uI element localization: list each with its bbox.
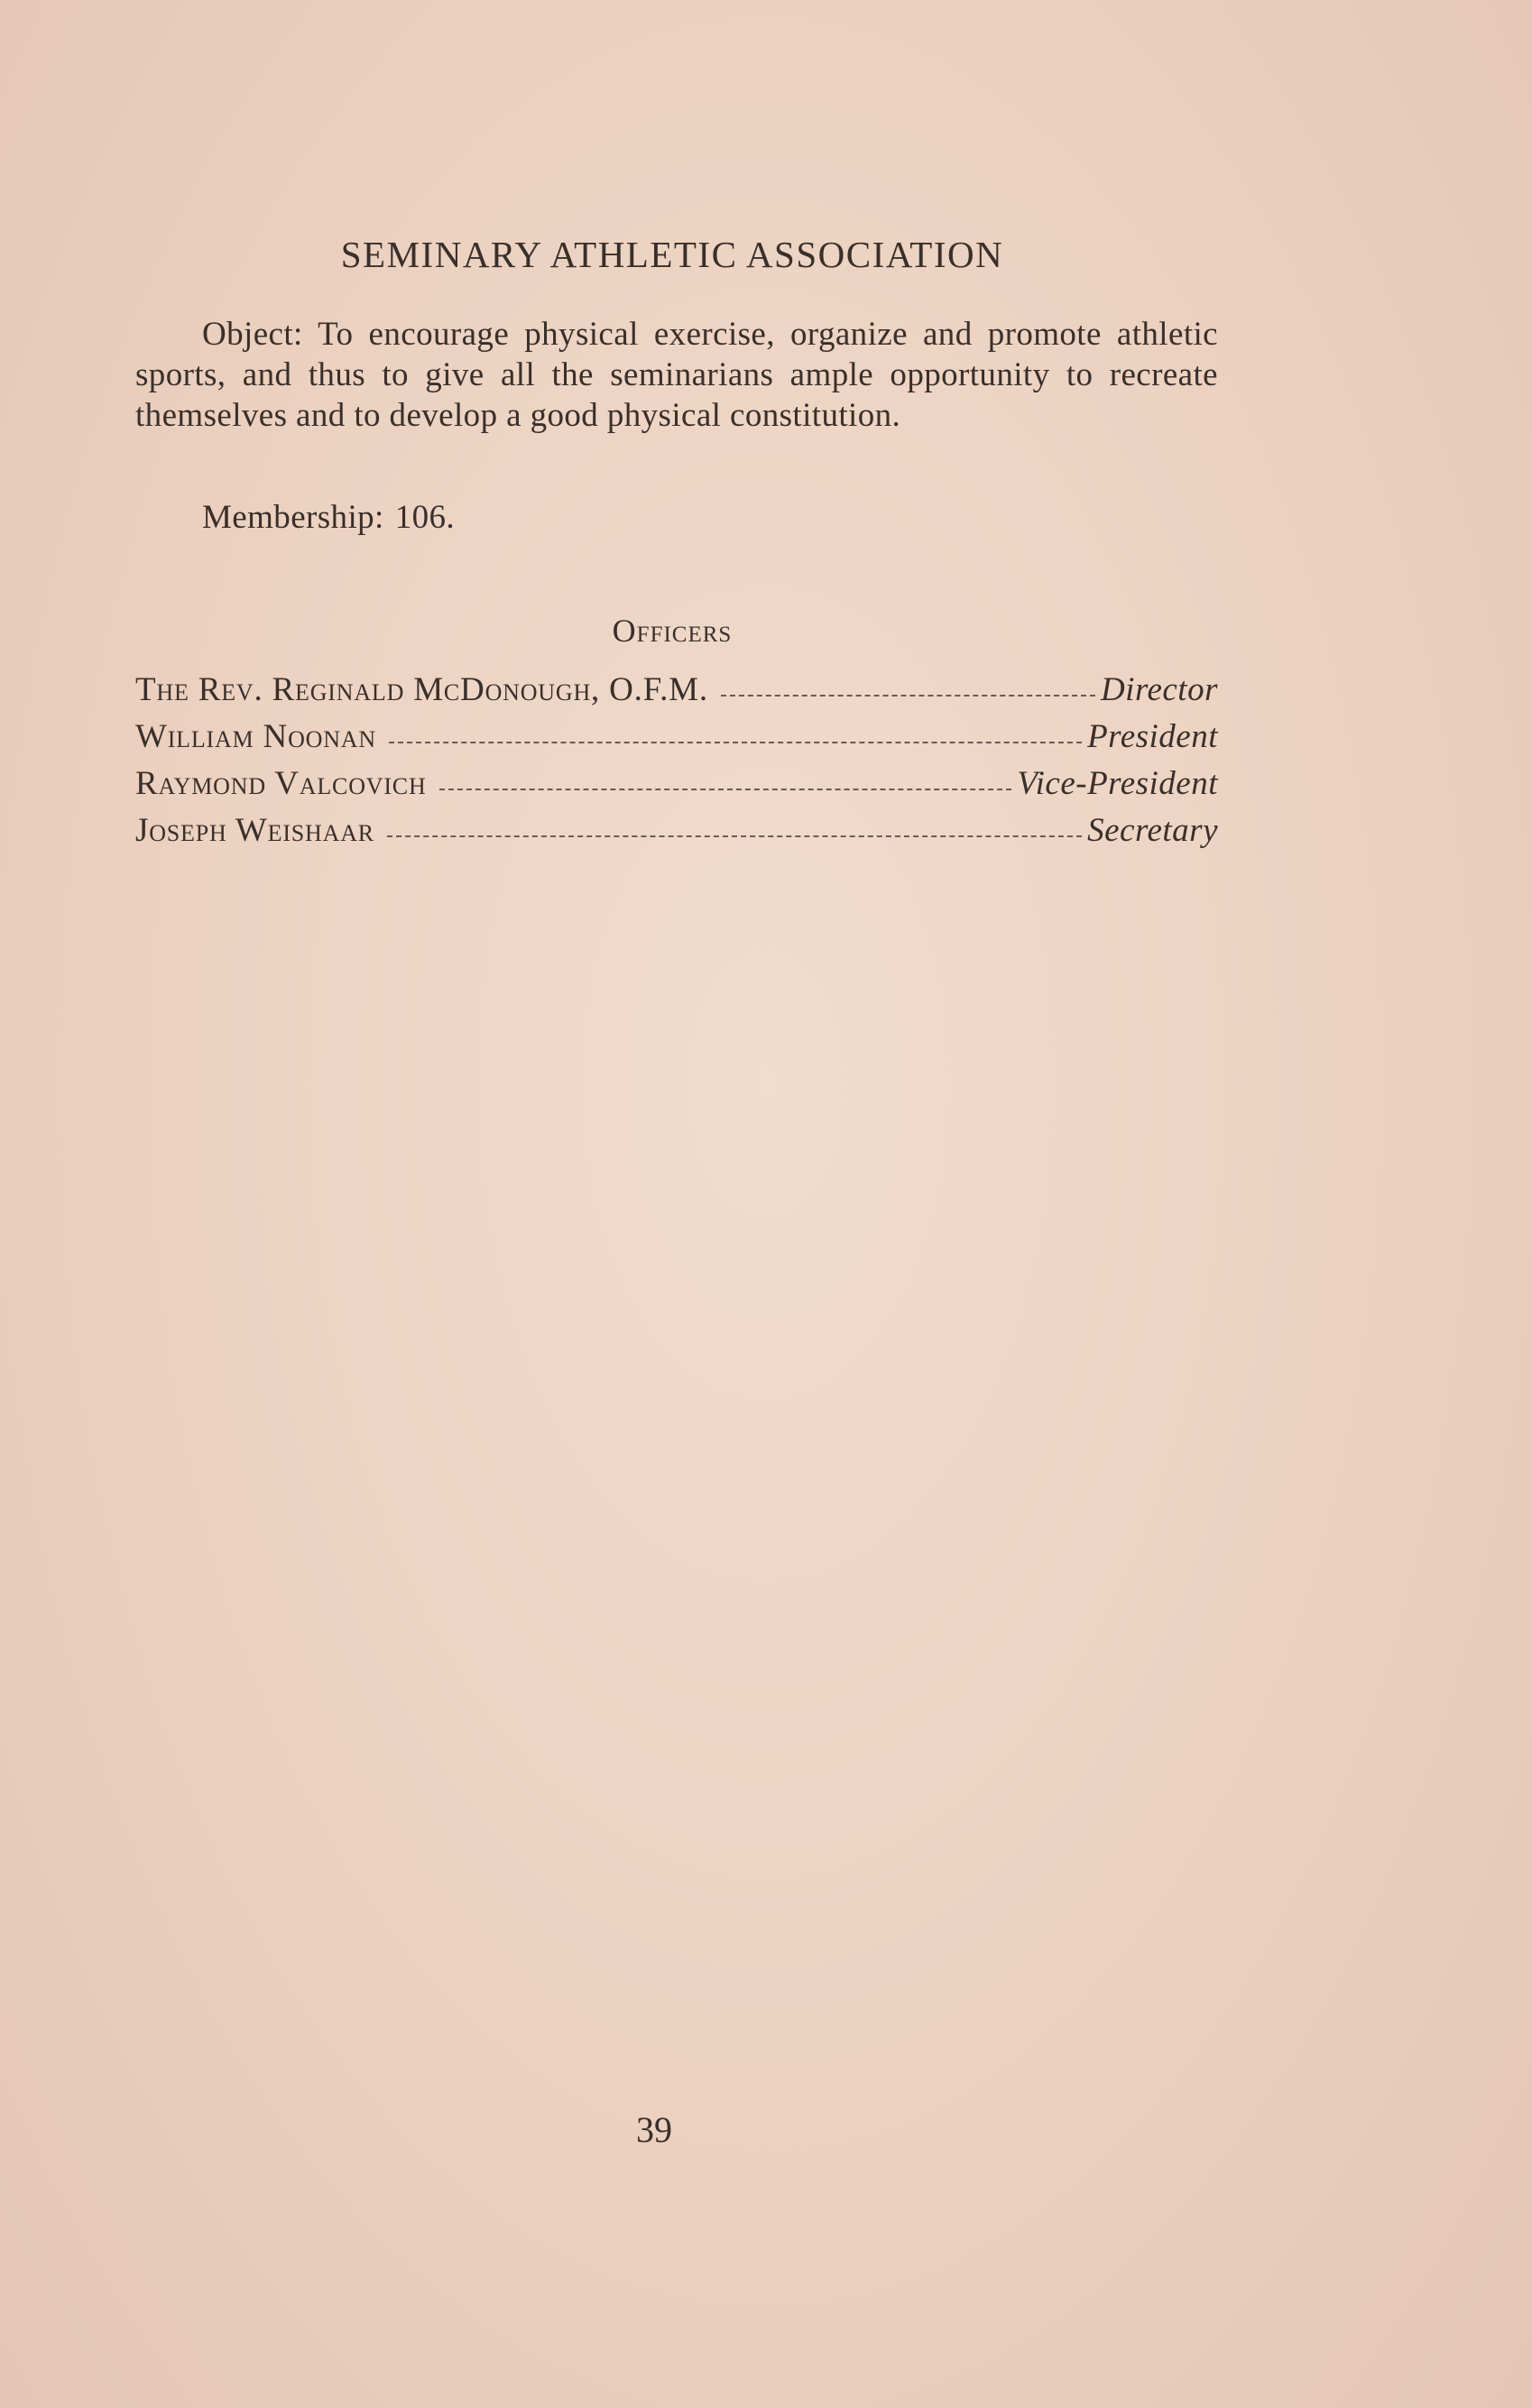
officer-name: Raymond Valcovich bbox=[135, 765, 427, 802]
dot-leader bbox=[439, 789, 1012, 790]
officer-name: William Noonan bbox=[135, 718, 376, 755]
officers-heading: Officers bbox=[612, 613, 733, 649]
dot-leader bbox=[389, 742, 1082, 743]
officer-row bbox=[135, 811, 1218, 858]
page-title: SEMINARY ATHLETIC ASSOCIATION bbox=[340, 234, 1004, 275]
officer-role: President bbox=[1087, 718, 1218, 755]
membership-label: Membership: bbox=[202, 499, 384, 536]
officer-role: Secretary bbox=[1087, 812, 1218, 849]
officer-row bbox=[135, 670, 1218, 717]
officer-role: Director bbox=[1100, 671, 1218, 708]
dot-leader bbox=[721, 695, 1095, 697]
officer-role: Vice-President bbox=[1017, 765, 1218, 802]
membership-line bbox=[202, 498, 455, 537]
dot-leader bbox=[387, 835, 1082, 837]
officer-name: The Rev. Reginald McDonough, O.F.M. bbox=[135, 671, 708, 708]
membership-count: 106. bbox=[394, 499, 456, 536]
object-paragraph: Object: To encourage physical exercise, organize and promote athletic sports, and thus to give all the seminarians ample opportunity to recreate themselves and to develop a good physical constitution. bbox=[135, 316, 1218, 434]
officer-row bbox=[135, 717, 1218, 764]
officer-row bbox=[135, 764, 1218, 811]
officers-list bbox=[135, 670, 1218, 858]
page-number: 39 bbox=[636, 2109, 672, 2150]
officer-name: Joseph Weishaar bbox=[135, 812, 374, 849]
